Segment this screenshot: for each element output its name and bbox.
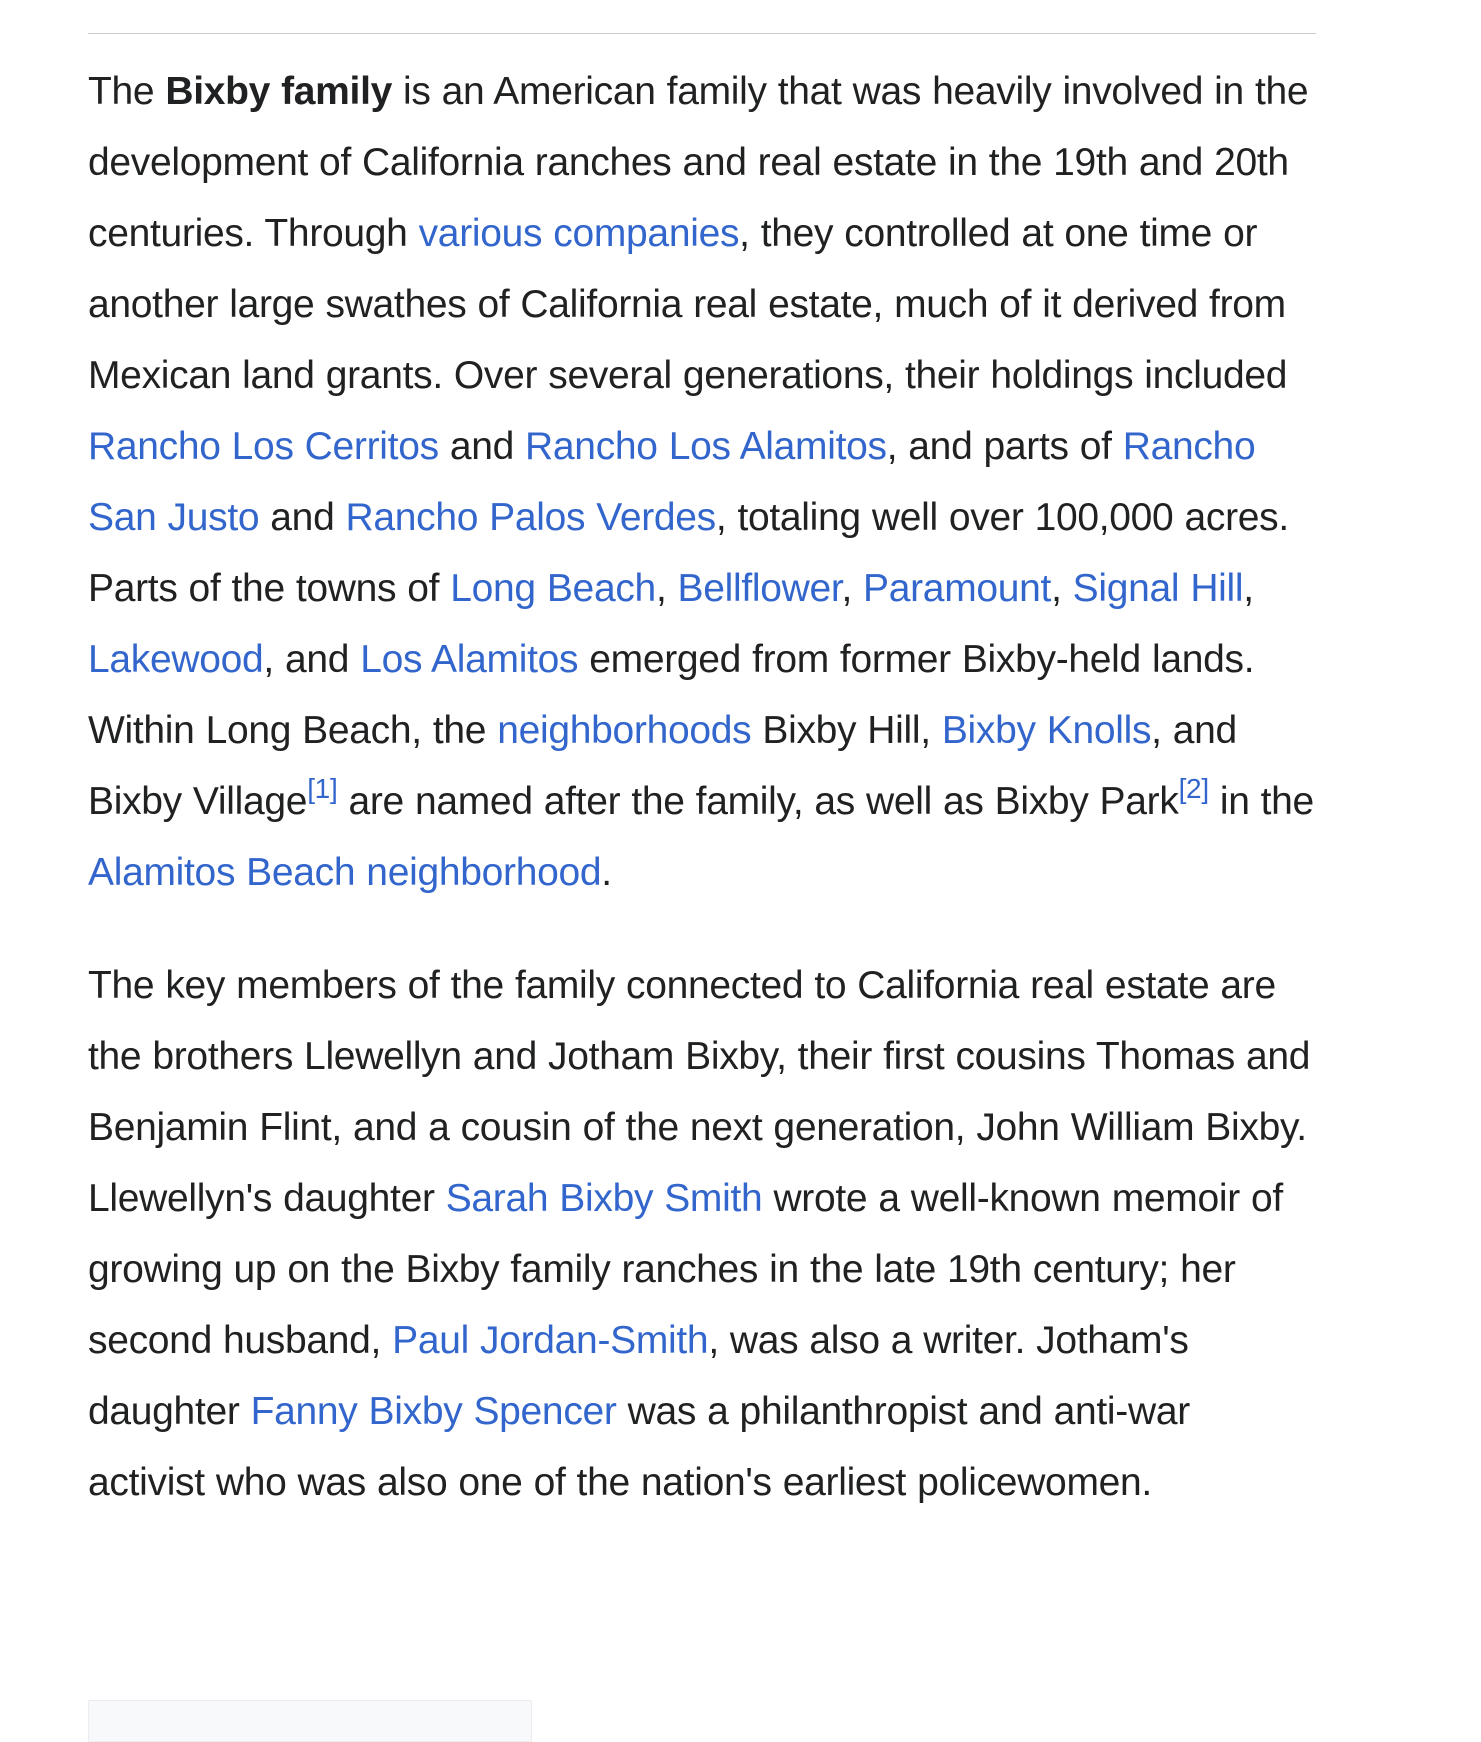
- text-run: wrote a well-known memoir of growing up on the Bixby family ranches in the late 19th century; her second husband,: [88, 1177, 1283, 1362]
- link-signal-hill[interactable]: Signal Hill: [1072, 567, 1244, 610]
- link-sarah-bixby-smith[interactable]: Sarah Bixby Smith: [445, 1177, 763, 1220]
- section-divider: [88, 33, 1316, 34]
- text-run: ,: [655, 567, 678, 610]
- text-run: Bixby Hill,: [751, 709, 942, 752]
- text-run: ,: [841, 567, 864, 610]
- link-paramount[interactable]: Paramount: [863, 567, 1052, 610]
- text-run: , totaling well over 100,000 acres. Parts of the towns of: [88, 496, 1289, 610]
- text-run: ,: [1243, 567, 1254, 610]
- text-run: , and parts of: [886, 425, 1123, 468]
- text-run: The: [88, 70, 166, 113]
- citation-2[interactable]: [2]: [1178, 772, 1209, 804]
- paragraph-key-members: [88, 950, 1316, 1518]
- text-run: , and: [263, 638, 361, 681]
- link-alamitos-beach-neighborhood[interactable]: Alamitos Beach neighborhood: [88, 851, 602, 894]
- article-subject-bold: Bixby family: [165, 70, 392, 113]
- text-run: ,: [1051, 567, 1073, 610]
- link-bellflower[interactable]: Bellflower: [677, 567, 842, 610]
- text-run: , they controlled at one time or another large swathes of California real estate, much of it derived from Mexican land grants. Over several generations, their holdings included: [88, 212, 1288, 397]
- text-run: emerged from former Bixby-held lands. Within Long Beach, the: [88, 638, 1255, 752]
- citation-1[interactable]: [1]: [307, 772, 338, 804]
- link-fanny-bixby-spencer[interactable]: Fanny Bixby Spencer: [250, 1390, 617, 1433]
- link-rancho-los-cerritos[interactable]: Rancho Los Cerritos: [88, 425, 439, 468]
- link-rancho-palos-verdes[interactable]: Rancho Palos Verdes: [345, 496, 716, 539]
- link-rancho-los-alamitos[interactable]: Rancho Los Alamitos: [525, 425, 887, 468]
- text-run: is an American family that was heavily involved in the development of California ranches and real estate in the 19th and 20th centuries. Through: [88, 70, 1309, 255]
- text-run: The key members of the family connected to California real estate are the brothers Llewellyn and Jotham Bixby, their first cousins Thomas and Benjamin Flint, and a cousin of the next generation, John William Bixby. Llewellyn's daughter: [88, 964, 1311, 1220]
- text-run: and: [259, 496, 346, 539]
- link-bixby-knolls[interactable]: Bixby Knolls: [941, 709, 1152, 752]
- text-run: are named after the family, as well as Bixby Park: [337, 780, 1179, 823]
- link-neighborhoods[interactable]: neighborhoods: [497, 709, 752, 752]
- link-rancho-san-justo[interactable]: Rancho San Justo: [88, 425, 1256, 539]
- text-run: , was also a writer. Jotham's daughter: [88, 1319, 1189, 1433]
- text-run: in the: [1208, 780, 1314, 823]
- link-paul-jordan-smith[interactable]: Paul Jordan-Smith: [392, 1319, 709, 1362]
- link-lakewood[interactable]: Lakewood: [88, 638, 264, 681]
- paragraph-intro: [88, 56, 1316, 908]
- article-content: [88, 0, 1316, 1518]
- text-run: and: [438, 425, 526, 468]
- text-run: .: [601, 851, 612, 894]
- table-of-contents-box: [88, 1700, 532, 1742]
- link-los-alamitos[interactable]: Los Alamitos: [360, 638, 579, 681]
- link-long-beach[interactable]: Long Beach: [450, 567, 656, 610]
- text-run: was a philanthropist and anti-war activist who was also one of the nation's earliest policewomen.: [88, 1390, 1190, 1504]
- link-various-companies[interactable]: various companies: [418, 212, 740, 255]
- text-run: , and Bixby Village: [88, 709, 1237, 823]
